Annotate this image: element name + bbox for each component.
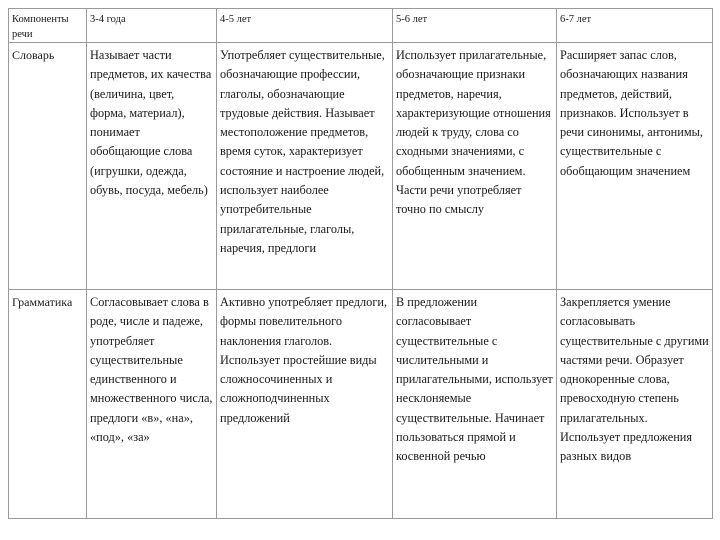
header-age-5-6: 5-6 лет [393, 9, 557, 43]
header-row [9, 9, 713, 43]
speech-components-table [8, 8, 713, 519]
table-row-vocabulary [9, 43, 713, 290]
vocabulary-cell-4-5: Употребляет существительные, обозначающие профессии, глаголы, обозначающие трудовые действия. Называет местоположение предметов, время суток, характеризует состояние и настроение людей, использует наиболее употребительные прилагательные, глаголы, наречия, предлоги [217, 43, 393, 290]
vocabulary-cell-3-4: Называет части предметов, их качества (величина, цвет, форма, материал), понимает обобщающие слова (игрушки, одежда, обувь, посуда, мебель) [87, 43, 217, 290]
header-age-3-4: 3-4 года [87, 9, 217, 43]
grammar-cell-6-7: Закрепляется умение согласовывать существительные с другими частями речи. Образует однокоренные слова, превосходную степень прилагательных. Использует предложения разных видов [557, 290, 713, 519]
row-label-grammar: Грамматика [9, 290, 87, 519]
grammar-cell-4-5: Активно употребляет предлоги, формы повелительного наклонения глаголов. Использует простейшие виды сложносочиненных и сложноподчиненных предложений [217, 290, 393, 519]
grammar-cell-5-6: В предложении согласовывает существительные с числительными и прилагательными, использует несклоняемые существительные. Начинает пользоваться прямой и косвенной речью [393, 290, 557, 519]
row-label-vocabulary: Словарь [9, 43, 87, 290]
header-components: Компоненты речи [9, 9, 87, 43]
table-row-grammar [9, 290, 713, 519]
header-age-6-7: 6-7 лет [557, 9, 713, 43]
grammar-cell-3-4: Согласовывает слова в роде, числе и падеже, употребляет существительные единственного и множественного числа, предлоги «в», «на», «под», «за» [87, 290, 217, 519]
vocabulary-cell-6-7: Расширяет запас слов, обозначающих названия предметов, действий, признаков. Использует в речи синонимы, антонимы, существительные с обобщающим значением [557, 43, 713, 290]
vocabulary-cell-5-6: Использует прилагательные, обозначающие признаки предметов, наречия, характеризующие отношения людей к труду, слова со сходными значениями, с обобщенным значением. Части речи употребляет точно по смыслу [393, 43, 557, 290]
header-age-4-5: 4-5 лет [217, 9, 393, 43]
